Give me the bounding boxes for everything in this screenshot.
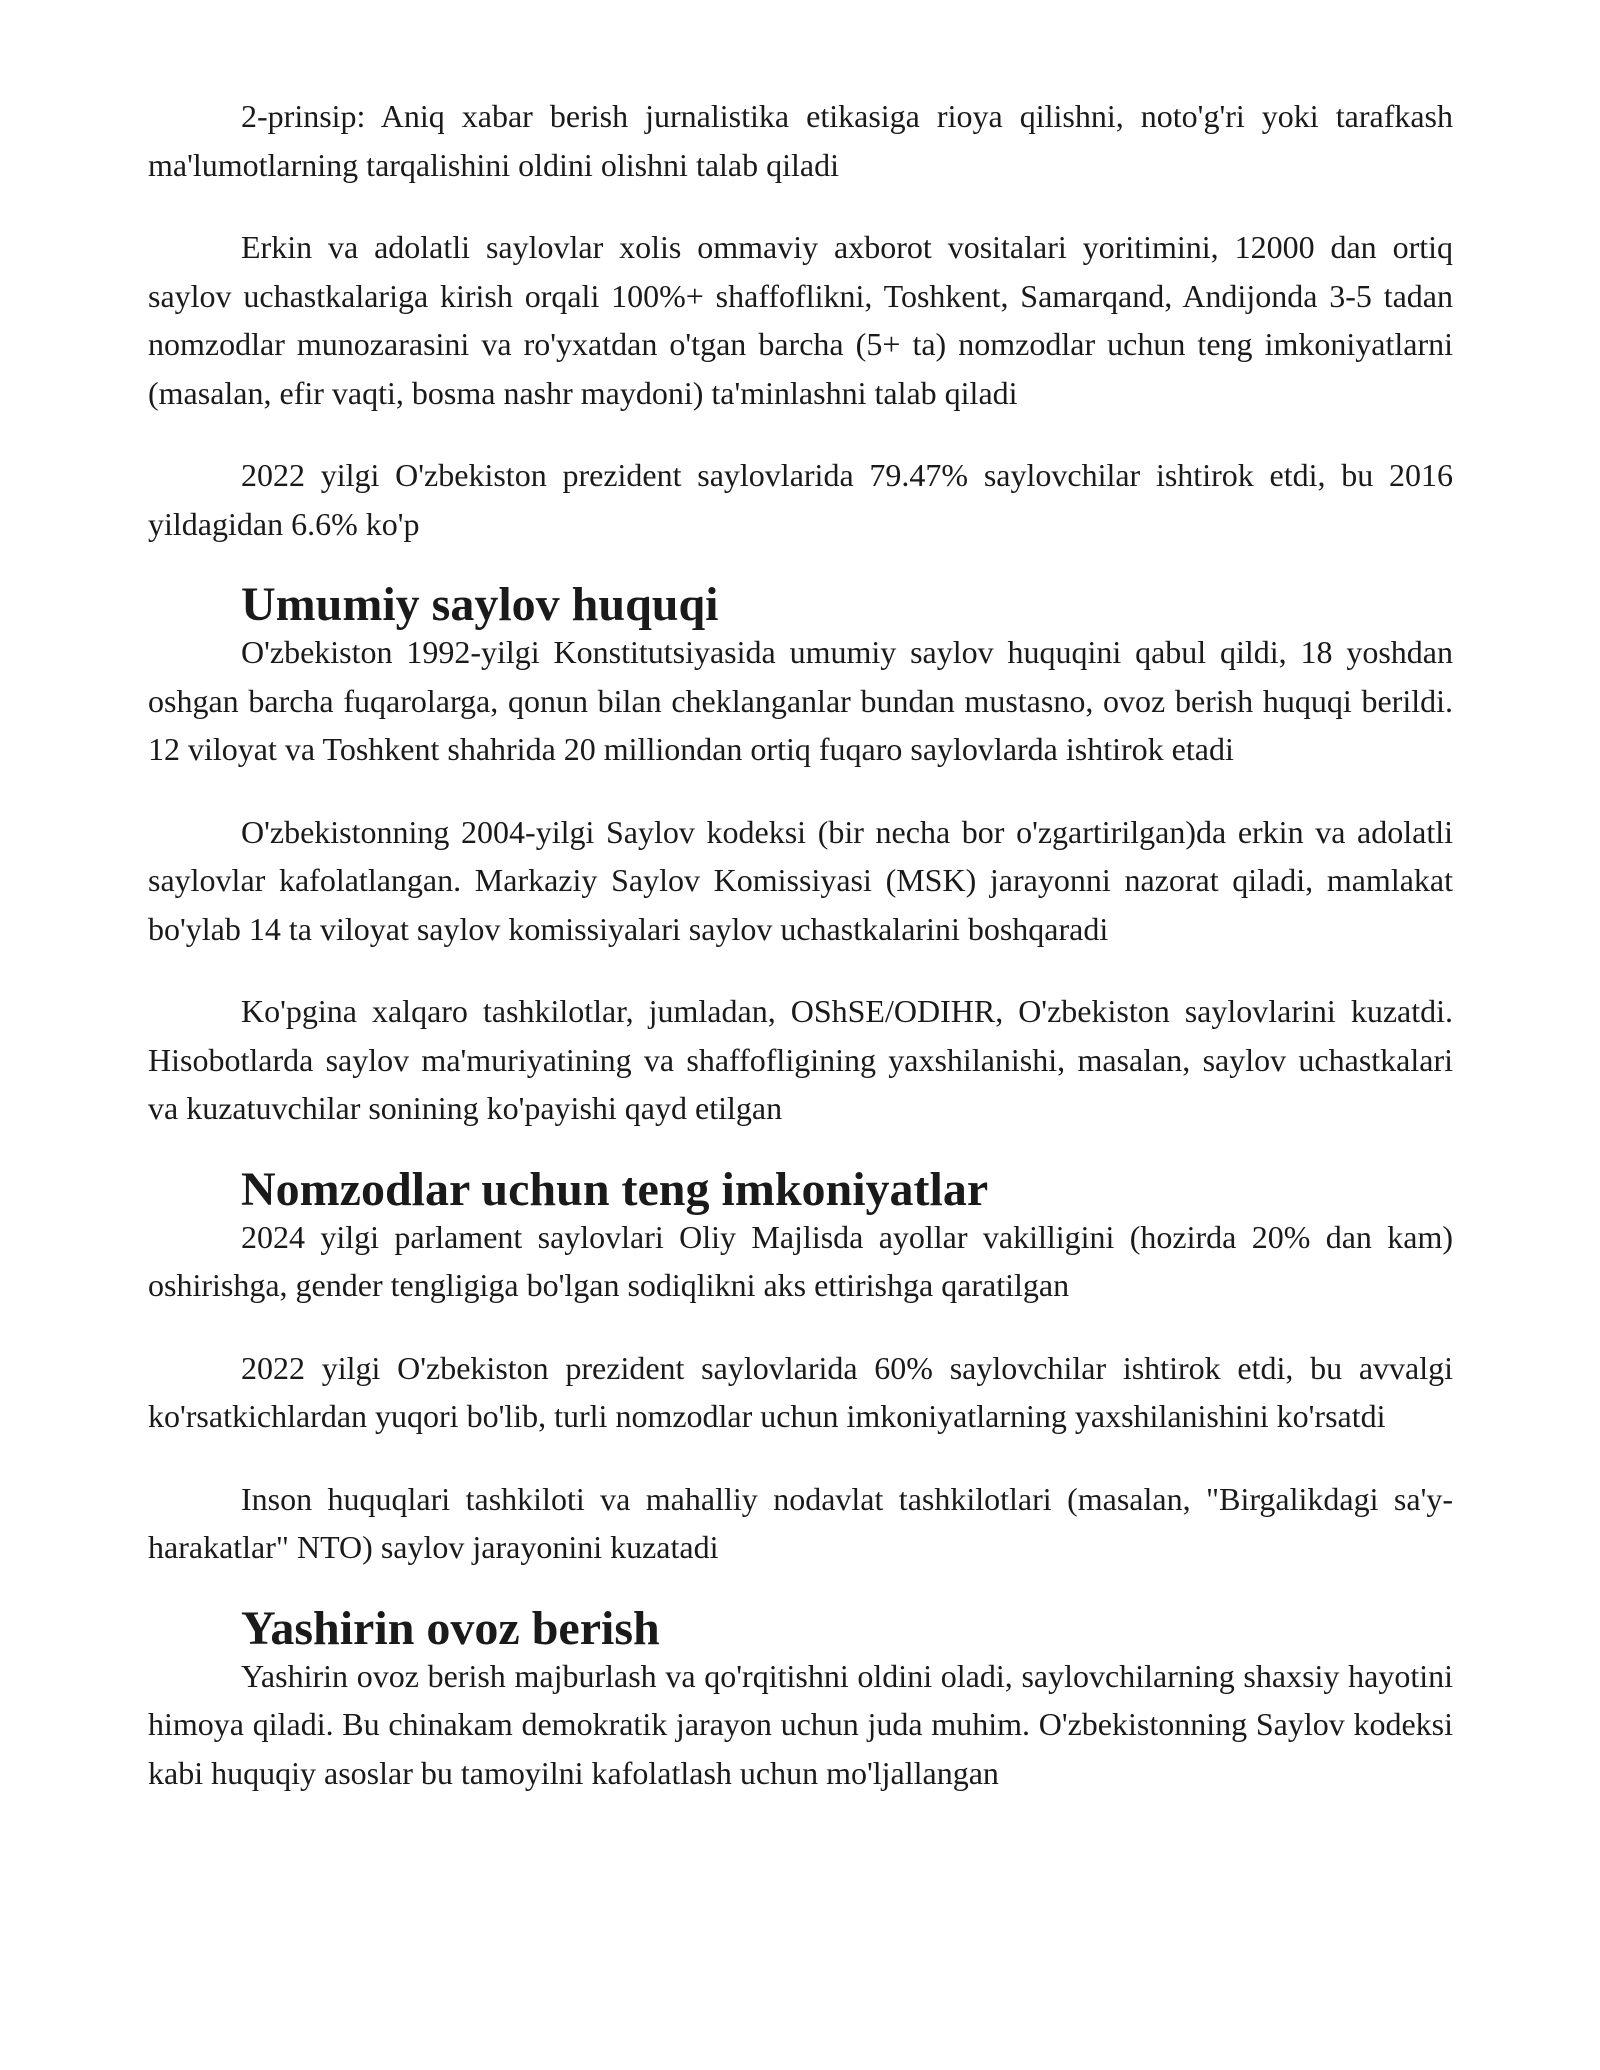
paragraph-election-code-2004: O'zbekistonning 2004-yilgi Saylov kodeksi (bir necha bor o'zgartirilgan)da erkin va adolatli saylovlar kafolatlangan. Markaziy Saylov Komissiyasi (MSK) jarayonni nazorat qiladi, mamlakat bo'ylab 14 ta viloyat saylov komissiyalari saylov uchastkalarini boshqaradi: [148, 813, 1453, 947]
paragraph-turnout-2022: 2022 yilgi O'zbekiston prezident saylovlarida 79.47% saylovchilar ishtirok etdi, bu 2016 yildagidan 6.6% ko'p: [148, 457, 1453, 542]
heading-equal-opportunities: Nomzodlar uchun teng imkoniyatlar: [241, 1162, 989, 1216]
paragraph-presidential-2022-turnout: 2022 yilgi O'zbekiston prezident saylovlarida 60% saylovchilar ishtirok etdi, bu avvalgi ko'rsatkichlardan yuqori bo'lib, turli nomzodlar uchun imkoniyatlarning yaxshilanishini ko'rsatdi: [148, 1349, 1453, 1434]
heading-secret-ballot: Yashirin ovoz berish: [241, 1601, 660, 1655]
heading-universal-suffrage: Umumiy saylov huquqi: [241, 578, 719, 631]
paragraph-international-observers: Ko'pgina xalqaro tashkilotlar, jumladan, OShSE/ODIHR, O'zbekiston saylovlarini kuzatdi. Hisobotlarda saylov ma'muriyatining va shaffofligining yaxshilanishi, masalan, saylov uchastkalari va kuzatuvchilar sonining ko'payishi qayd etilgan: [148, 993, 1453, 1126]
paragraph-parliament-2024: 2024 yilgi parlament saylovlari Oliy Majlisda ayollar vakilligini (hozirda 20% dan kam) oshirishga, gender tengligiga bo'lgan sodiqlikni aks ettirishga qaratilgan: [148, 1218, 1453, 1303]
document-page: [148, 92, 1453, 1797]
paragraph-secret-ballot: Yashirin ovoz berish majburlash va qo'rqitishni oldini oladi, saylovchilarning shaxsiy hayotini himoya qiladi. Bu chinakam demokratik jarayon uchun juda muhim. O'zbekistonning Saylov kodeksi kabi huquqiy asoslar bu tamoyilni kafolatlash uchun mo'ljallangan: [148, 1657, 1453, 1791]
paragraph-fair-elections: Erkin va adolatli saylovlar xolis ommaviy axborot vositalari yoritimini, 12000 dan ortiq saylov uchastkalariga kirish orqali 100%+ shaffoflikni, Toshkent, Samarqand, Andijonda 3-5 tadan nomzodlar munozarasini va ro'yxatdan o'tgan barcha (5+ ta) nomzodlar uchun teng imkoniyatlarni (masalan, efir vaqti, bosma nashr maydoni) ta'minlashni talab qiladi: [148, 229, 1453, 411]
paragraph-principle-2: 2-prinsip: Aniq xabar berish jurnalistika etikasiga rioya qilishni, noto'g'ri yoki tarafkash ma'lumotlarning tarqalishini oldini olishni talab qiladi: [148, 98, 1453, 183]
paragraph-ngo-monitoring: Inson huquqlari tashkiloti va mahalliy nodavlat tashkilotlari (masalan, "Birgalikdagi sa'y-harakatlar" NTO) saylov jarayonini kuzatadi: [148, 1480, 1453, 1565]
paragraph-constitution-1992: O'zbekiston 1992-yilgi Konstitutsiyasida umumiy saylov huquqini qabul qildi, 18 yoshdan oshgan barcha fuqarolarga, qonun bilan cheklanganlar bundan mustasno, ovoz berish huquqi berildi. 12 viloyat va Toshkent shahrida 20 milliondan ortiq fuqaro saylovlarda ishtirok etadi: [148, 634, 1453, 767]
